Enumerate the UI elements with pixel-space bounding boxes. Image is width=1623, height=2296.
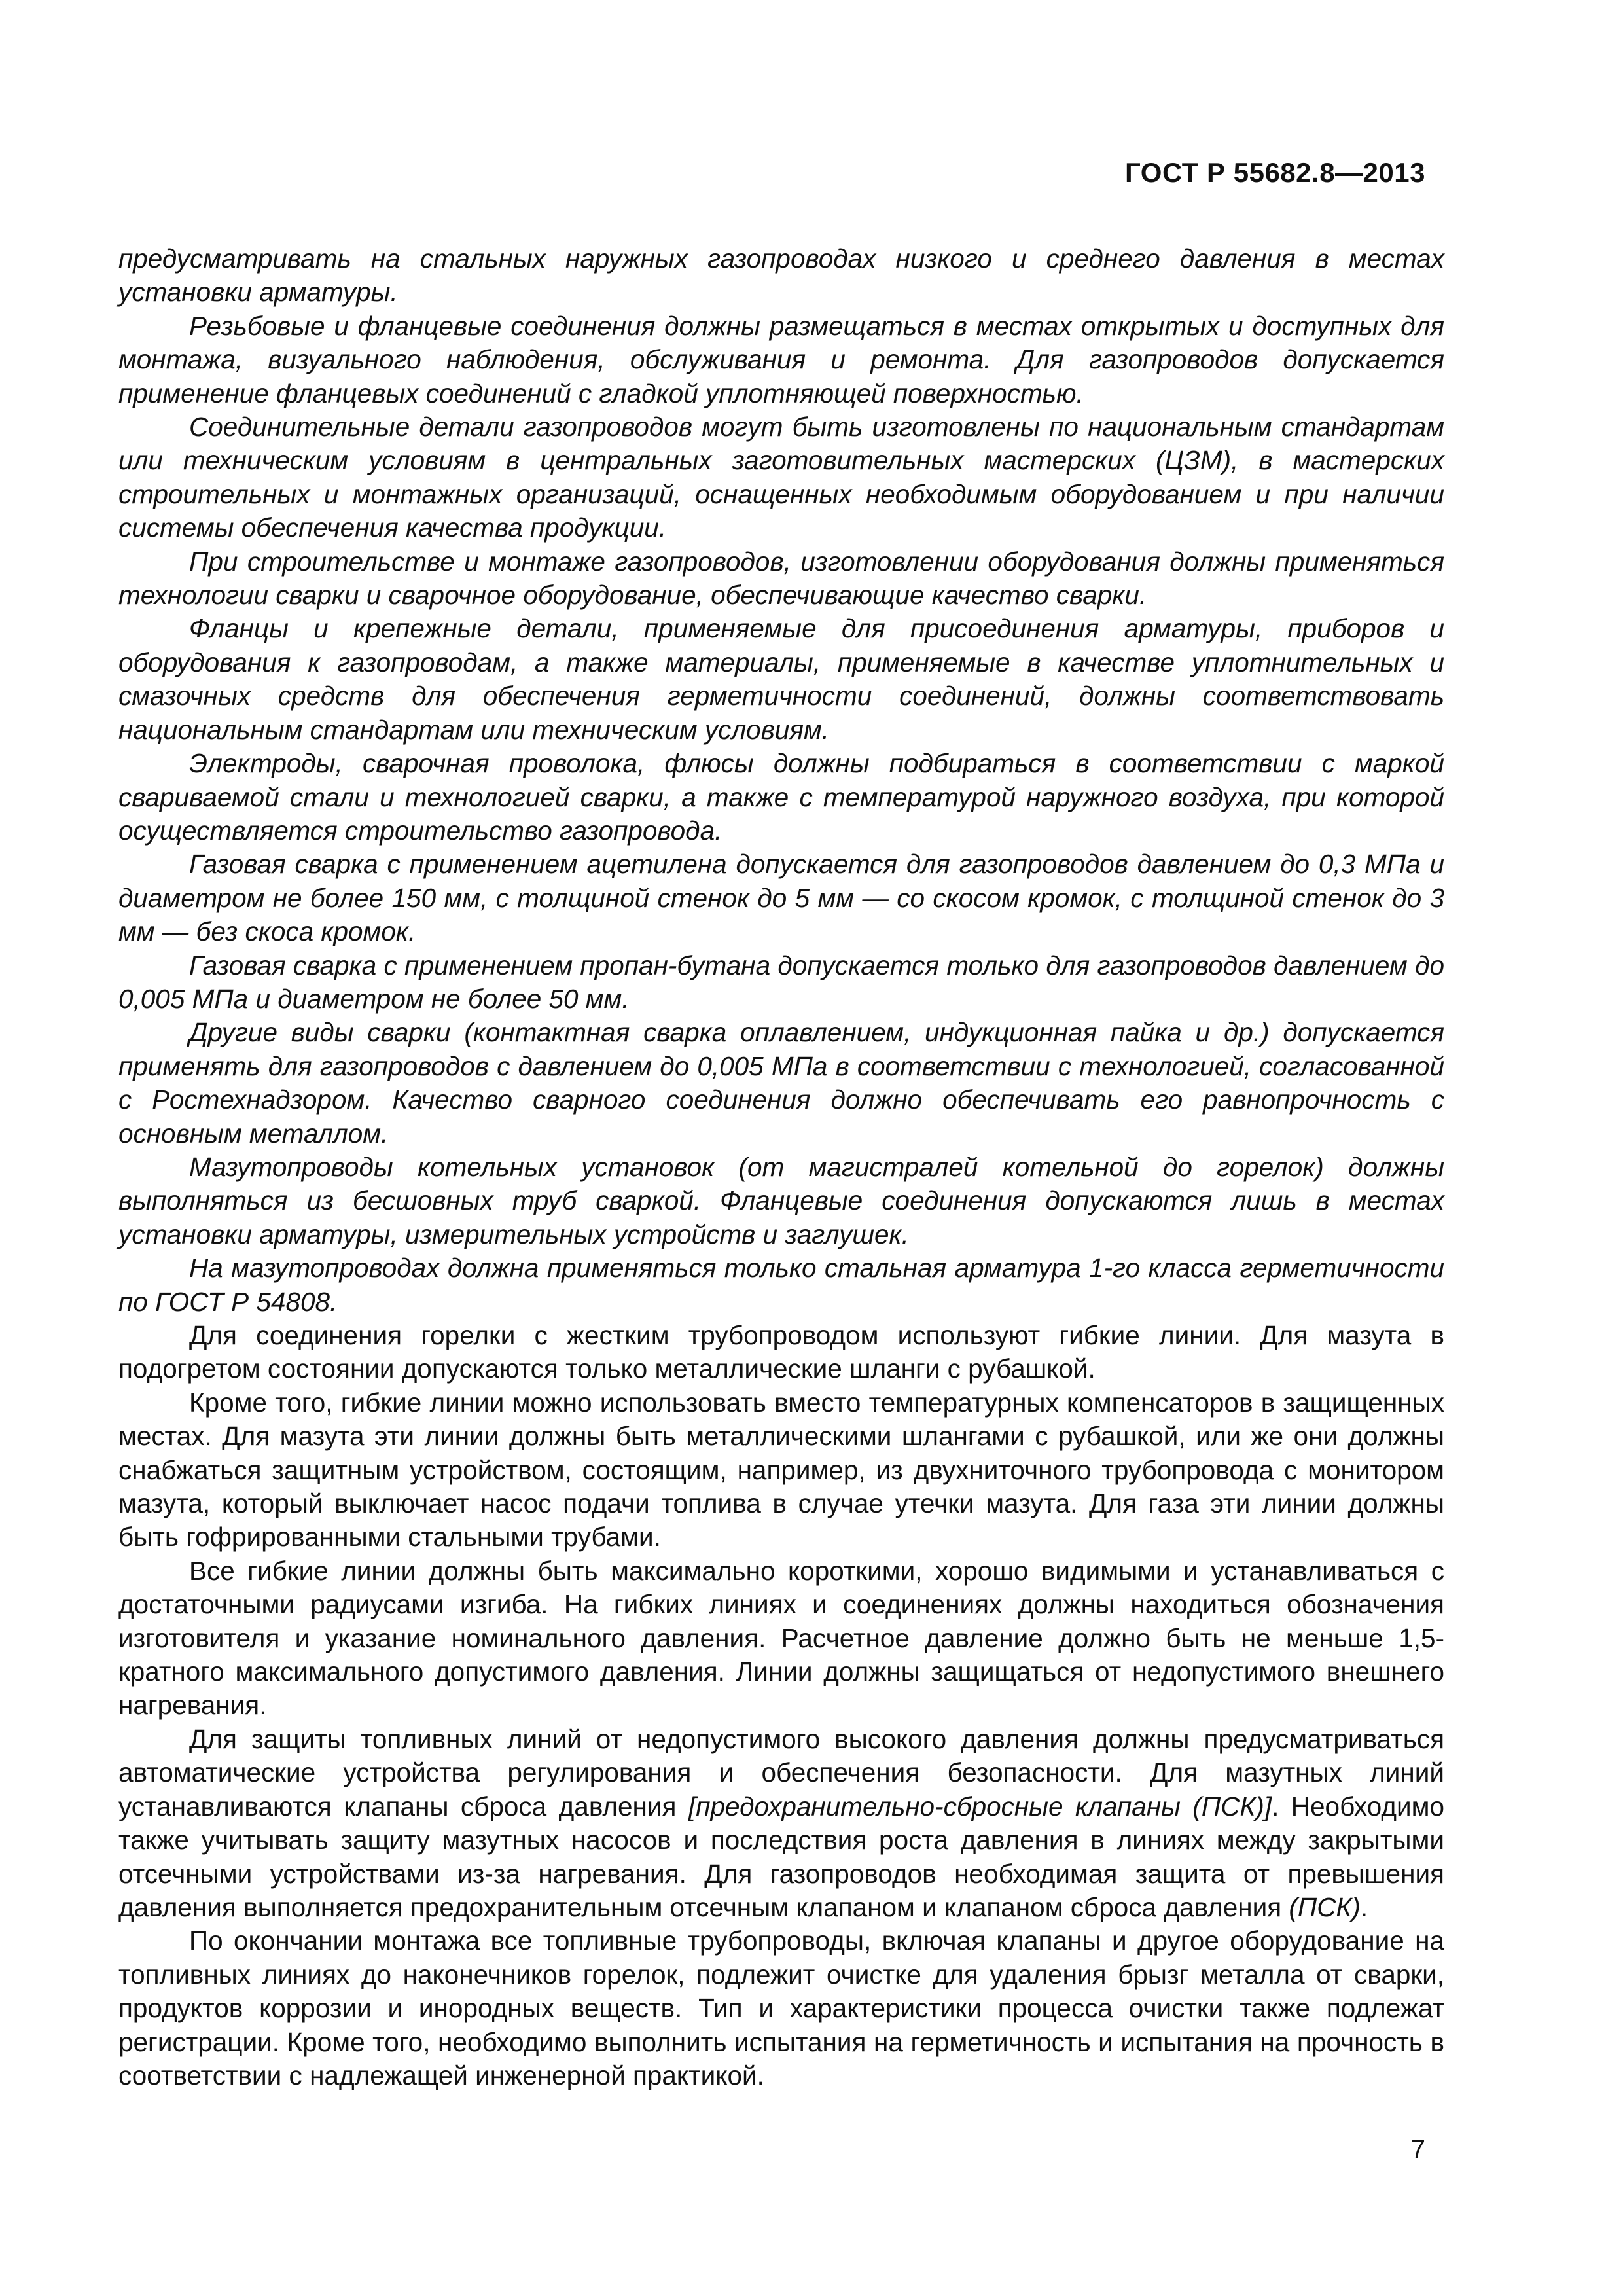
paragraph: При строительстве и монтаже газопроводов, изготовлении оборудования должны применяться технологии сварки и сварочное оборудование, обеспечивающие качество сварки. [118, 546, 1444, 611]
paragraph: Газовая сварка с применением пропан-бутана допускается только для газопроводов давлением до 0,005 МПа и диаметром не более 50 мм. [118, 950, 1444, 1014]
document-body [118, 242, 1444, 2092]
paragraph: Газовая сварка с применением ацетилена допускается для газопроводов давлением до 0,3 МПа и диаметром не более 150 мм, с толщиной стенок до 5 мм — со скосом кромок, с толщиной стенок до 3 мм — без скоса кромок. [118, 849, 1444, 947]
document-header: ГОСТ Р 55682.8—2013 [1125, 157, 1425, 188]
paragraph-text: . [1360, 1892, 1368, 1922]
paragraph: На мазутопроводах должна применяться только стальная арматура 1-го класса герметичности по ГОСТ Р 54808. [118, 1253, 1444, 1317]
page-number: 7 [1410, 2135, 1425, 2164]
paragraph: Мазутопроводы котельных установок (от магистралей котельной до горелок) должны выполняться из бесшовных труб сваркой. Фланцевые соединения допускаются лишь в местах установки арматуры, измерительных устройств и заглушек. [118, 1151, 1444, 1249]
paragraph: Соединительные детали газопроводов могут быть изготовлены по национальным стандартам или техническим условиям в центральных заготовительных мастерских (ЦЗМ), в мастерских строительных и монтажных организаций, оснащенных необходимым оборудованием и при наличии системы обеспечения качества продукции. [118, 412, 1444, 543]
paragraph-text: Для защиты топливных линий от недопустимого высокого давления должны предусматриваться автоматические устройства регулирования и обеспечения безопасности. Для мазутных линий устанавливаются клапаны сброса давления [118, 1723, 1444, 1821]
paragraph [118, 1723, 1444, 1924]
italic-insertion: [предохранительно-сбросные клапаны (ПСК)] [688, 1791, 1272, 1821]
paragraph: Кроме того, гибкие линии можно использовать вместо температурных компенсаторов в защищенных местах. Для мазута эти линии должны быть металлическими шлангами с рубашкой, или же они должны снабжаться защитным устройством, состоящим, например, из двухниточного трубопровода с монитором мазута, который выключает насос подачи топлива в случае утечки мазута. Для газа эти линии должны быть гофрированными стальными трубами. [118, 1387, 1444, 1552]
paragraph: Электроды, сварочная проволока, флюсы должны подбираться в соответствии с маркой свариваемой стали и технологией сварки, а также с температурой наружного воздуха, при которой осуществляется строительство газопровода. [118, 748, 1444, 846]
paragraph: предусматривать на стальных наружных газопроводах низкого и среднего давления в местах установки арматуры. [118, 243, 1444, 308]
paragraph: Другие виды сварки (контактная сварка оплавлением, индукционная пайка и др.) допускается применять для газопроводов с давлением до 0,005 МПа в соответствии с технологией, согласованной с Ростехнадзором. Качество сварного соединения должно обеспечивать его равнопрочность с основным металлом. [118, 1017, 1444, 1149]
paragraph-text: . Необходимо также учитывать защиту мазутных насосов и последствия роста давления в линиях между закрытыми отсечными устройствами из-за нагревания. Для газопроводов необходимая защита от превышения давления выполняется предохранительным отсечным клапаном и клапаном сброса давления [118, 1791, 1444, 1922]
italic-insertion: (ПСК) [1289, 1892, 1361, 1922]
paragraph: По окончании монтажа все топливные трубопроводы, включая клапаны и другое оборудование на топливных линиях до наконечников горелок, подлежит очистке для удаления брызг металла от сварки, продуктов коррозии и инородных веществ. Тип и характеристики процесса очистки также подлежат регистрации. Кроме того, необходимо выполнить испытания на герметичность и испытания на прочность в соответствии с надлежащей инженерной практикой. [118, 1926, 1444, 2090]
paragraph: Для соединения горелки с жестким трубопроводом используют гибкие линии. Для мазута в подогретом состоянии допускаются только металлические шланги с рубашкой. [118, 1320, 1444, 1384]
paragraph: Все гибкие линии должны быть максимально короткими, хорошо видимыми и устанавливаться с достаточными радиусами изгиба. На гибких линиях и соединениях должны находиться обозначения изготовителя и указание номинального давления. Расчетное давление должно быть не меньше 1,5-кратного максимального допустимого давления. Линии должны защищаться от недопустимого внешнего нагревания. [118, 1555, 1444, 1721]
paragraph: Фланцы и крепежные детали, применяемые для присоединения арматуры, приборов и оборудования к газопроводам, а также материалы, применяемые в качестве уплотнительных и смазочных средств для обеспечения герметичности соединений, должны соответствовать национальным стандартам или техническим условиям. [118, 613, 1444, 745]
paragraph: Резьбовые и фланцевые соединения должны размещаться в местах открытых и доступных для монтажа, визуального наблюдения, обслуживания и ремонта. Для газопроводов допускается применение фланцевых соединений с гладкой уплотняющей поверхностью. [118, 310, 1444, 408]
